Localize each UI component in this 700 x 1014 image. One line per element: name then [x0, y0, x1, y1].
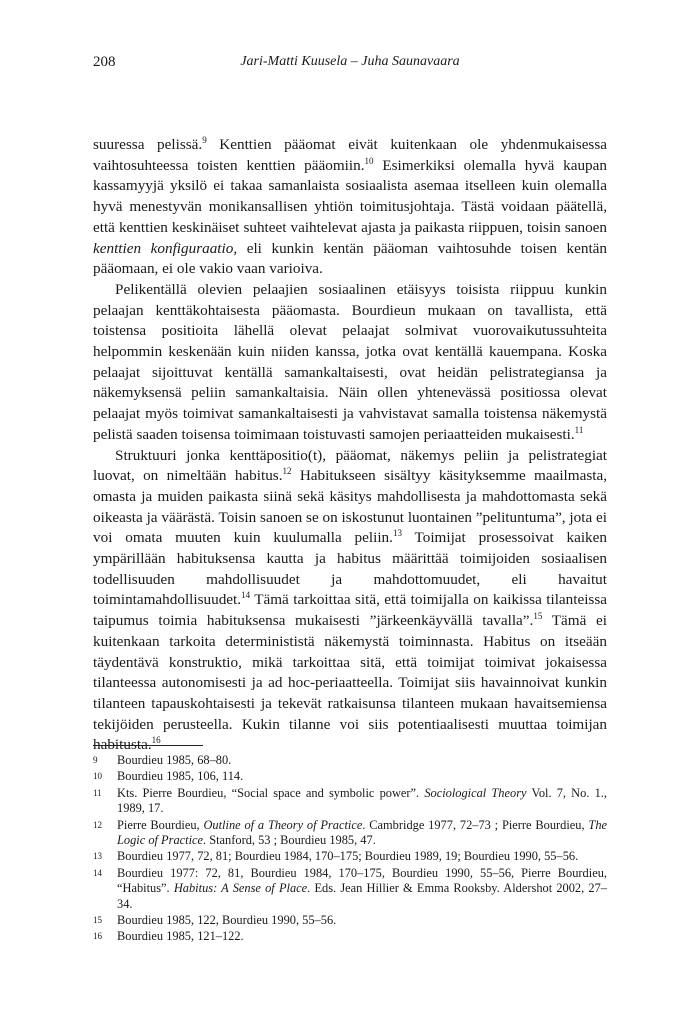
footnote-ref-10[interactable]: 10 — [364, 155, 374, 166]
italic-title: Habitus: A Sense of Place — [173, 881, 308, 896]
footnote-text — [117, 769, 607, 784]
text-run: Tämä ei kuitenkaan tarkoita determinististä näkemystä toiminnasta. Habitus on itseään täydentävä konstruktio, mikä tarkoittaa sitä, että toimijat toimivat jokaisessa tilanteessa autonomisesti ja ad hoc-periaatteella. Toimijat siis havainnoivat kunkin tilanteen tapauskohtaisesti ja tekevät ratkaisunsa tilanteen mukaan havaitsemiensa tekijöiden perusteella. Kukin tilanne voi siis potentiaalisesti muuttaa toimijan habitusta. — [93, 612, 607, 754]
text-run: Toimijat prosessoivat kaiken ympärillään habituksensa kautta ja habitus määrittää toimijoiden sosiaalisen todellisuuden mahdollisuudet ja mahdottomuudet, eli havaitut toimintamahdollisuudet. — [93, 529, 607, 609]
footnote-ref-13[interactable]: 13 — [392, 528, 402, 539]
footnote-text — [117, 818, 607, 849]
footnote — [93, 753, 607, 768]
footnote-number: 14 — [93, 867, 102, 878]
footnote-text — [117, 786, 607, 817]
text-run: Tämä tarkoittaa sitä, että toimijalla on kaikissa tilanteissa taipumus toimia habituksensa mukaisesti ”järkeenkäyvällä tavalla”. — [93, 591, 607, 630]
footnote-separator — [93, 745, 203, 746]
footnote-ref-14[interactable]: 14 — [241, 590, 251, 601]
italic-title: Sociological Theory — [424, 785, 527, 800]
footnote-text — [117, 913, 607, 928]
text-run: Bourdieu 1977, 72, 81; Bourdieu 1984, 170–175; Bourdieu 1989, 19; Bourdieu 1990, 55–56. — [117, 849, 579, 864]
footnote-number: 9 — [93, 755, 98, 765]
footnote-ref-9[interactable]: 9 — [202, 134, 207, 145]
text-run: Bourdieu 1977: 72, 81, Bourdieu 1984, 170–175, Bourdieu 1990, 55–56, Pierre Bourdieu, “Habitus”. — [117, 865, 607, 896]
footnote-number: 16 — [93, 931, 102, 942]
text-run: Kts. Pierre Bourdieu, “Social space and symbolic power”. — [117, 785, 425, 800]
text-run: Pelikentällä olevien pelaajien sosiaalinen etäisyys toisista riippuu kunkin pelaajan kenttäkohtaisesta pääomasta. Bourdieun mukaan on tavallista, että toistensa positioita lähellä olevat pelaajat solmivat vuorovaikutussuhteita helpommin keskenään kuin niiden kanssa, jotka ovat kentällä kauempana. Koska pelaajat sijoittuvat kentällä samankaltaisesti, ovat heidän pelistrategiansa ja näkemyksensä peliin samankaltaisia. Näin ollen yhtenevässä positiossa olevat pelaajat myös toimivat samankaltaisesti ja vahvistavat samalla toistensa näkemystä pelistä saaden toisensa toimimaan toistuvasti samojen periaatteiden mukaisesti. — [93, 280, 607, 443]
text-run: Esimerkiksi olemalla hyvä kaupan kassamyyjä yksilö ei takaa samanlaista sosiaalista asemaa itselleen kuin olemalla hyvä menestyvän monikansallisen yhtiön toimitusjohtaja. Tästä voidaan päätellä, että kenttien keskinäiset suhteet vaihtelevat ajasta ja paikasta riippuen, toisin sanoen — [93, 156, 607, 236]
text-run: Habitukseen sisältyy käsityksemme maailmasta, omasta ja muiden paikasta siinä sekä käsitys mahdollisesta ja mahdottomasta sekä oikeasta ja väärästä. Toisin sanoen se on iskostunut luontainen ”pelituntuma”, jota ei voi omata muuten kuin kuulumalla peliin. — [93, 467, 608, 547]
footnote-number: 10 — [93, 771, 102, 782]
emphasis-text: kenttien konfiguraatio — [93, 239, 234, 257]
footnote — [93, 866, 607, 912]
italic-title: Outline of a Theory of Practice — [203, 817, 363, 832]
text-run: . Eds. Jean Hillier & Emma Rooksby. Aldershot 2002, 27–34. — [117, 881, 607, 911]
text-run: Bourdieu 1985, 121–122. — [117, 929, 244, 944]
text-run: Bourdieu 1985, 68–80. — [117, 753, 232, 767]
footnote-text — [117, 753, 607, 768]
footnote-text — [117, 929, 607, 944]
running-head: Jari-Matti Kuusela – Juha Saunavaara — [240, 54, 460, 69]
footnote — [93, 849, 607, 864]
text-run: Bourdieu 1985, 122, Bourdieu 1990, 55–56. — [117, 913, 337, 928]
footnote — [93, 769, 607, 784]
text-run: suuressa pelissä. — [93, 136, 203, 153]
footnote-text — [117, 866, 607, 912]
text-run: , eli kunkin kentän pääoman vaihtosuhde toisen kentän pääomaan, ei ole vakio vaan varioiva. — [93, 239, 607, 278]
text-run: Vol. 7, No. 1., 1989, 17. — [117, 785, 607, 816]
paragraph-2 — [93, 280, 607, 446]
footnote-ref-15[interactable]: 15 — [533, 611, 543, 622]
text-run: . Cambridge 1977, 72–73 ; Pierre Bourdieu, — [362, 817, 589, 832]
paragraph-1 — [93, 135, 607, 280]
body-text — [93, 135, 607, 756]
text-run: Bourdieu 1985, 106, 114. — [117, 769, 244, 784]
footnote-number: 15 — [93, 915, 102, 926]
footnote — [93, 818, 607, 849]
text-run: . Stanford, 53 ; Bourdieu 1985, 47. — [203, 833, 376, 848]
footnote — [93, 786, 607, 817]
footnote-ref-16[interactable]: 16 — [151, 735, 161, 746]
footnote — [93, 913, 607, 928]
page-header — [93, 54, 607, 74]
footnote-ref-11[interactable]: 11 — [574, 424, 584, 435]
text-run: Kenttien pääomat eivät kuitenkaan ole yhdenmukaisessa vaihtosuhteessa toisten kenttien pääomiin. — [93, 136, 607, 174]
footnote-number: 13 — [93, 851, 102, 862]
text-run: Struktuuri jonka kenttäpositio(t), pääomat, näkemys peliin ja pelistrategiat luovat, on nimeltään habitus. — [93, 446, 607, 485]
page-number: 208 — [93, 54, 116, 70]
italic-title: The Logic of Practice — [117, 817, 608, 848]
footnotes — [93, 753, 607, 946]
footnote-text — [117, 849, 607, 864]
footnote-number: 11 — [93, 787, 102, 798]
text-run: Pierre Bourdieu, — [117, 817, 204, 832]
footnote-ref-12[interactable]: 12 — [282, 466, 292, 477]
paragraph-3 — [93, 446, 607, 757]
footnote — [93, 929, 607, 944]
footnote-number: 12 — [93, 819, 102, 830]
